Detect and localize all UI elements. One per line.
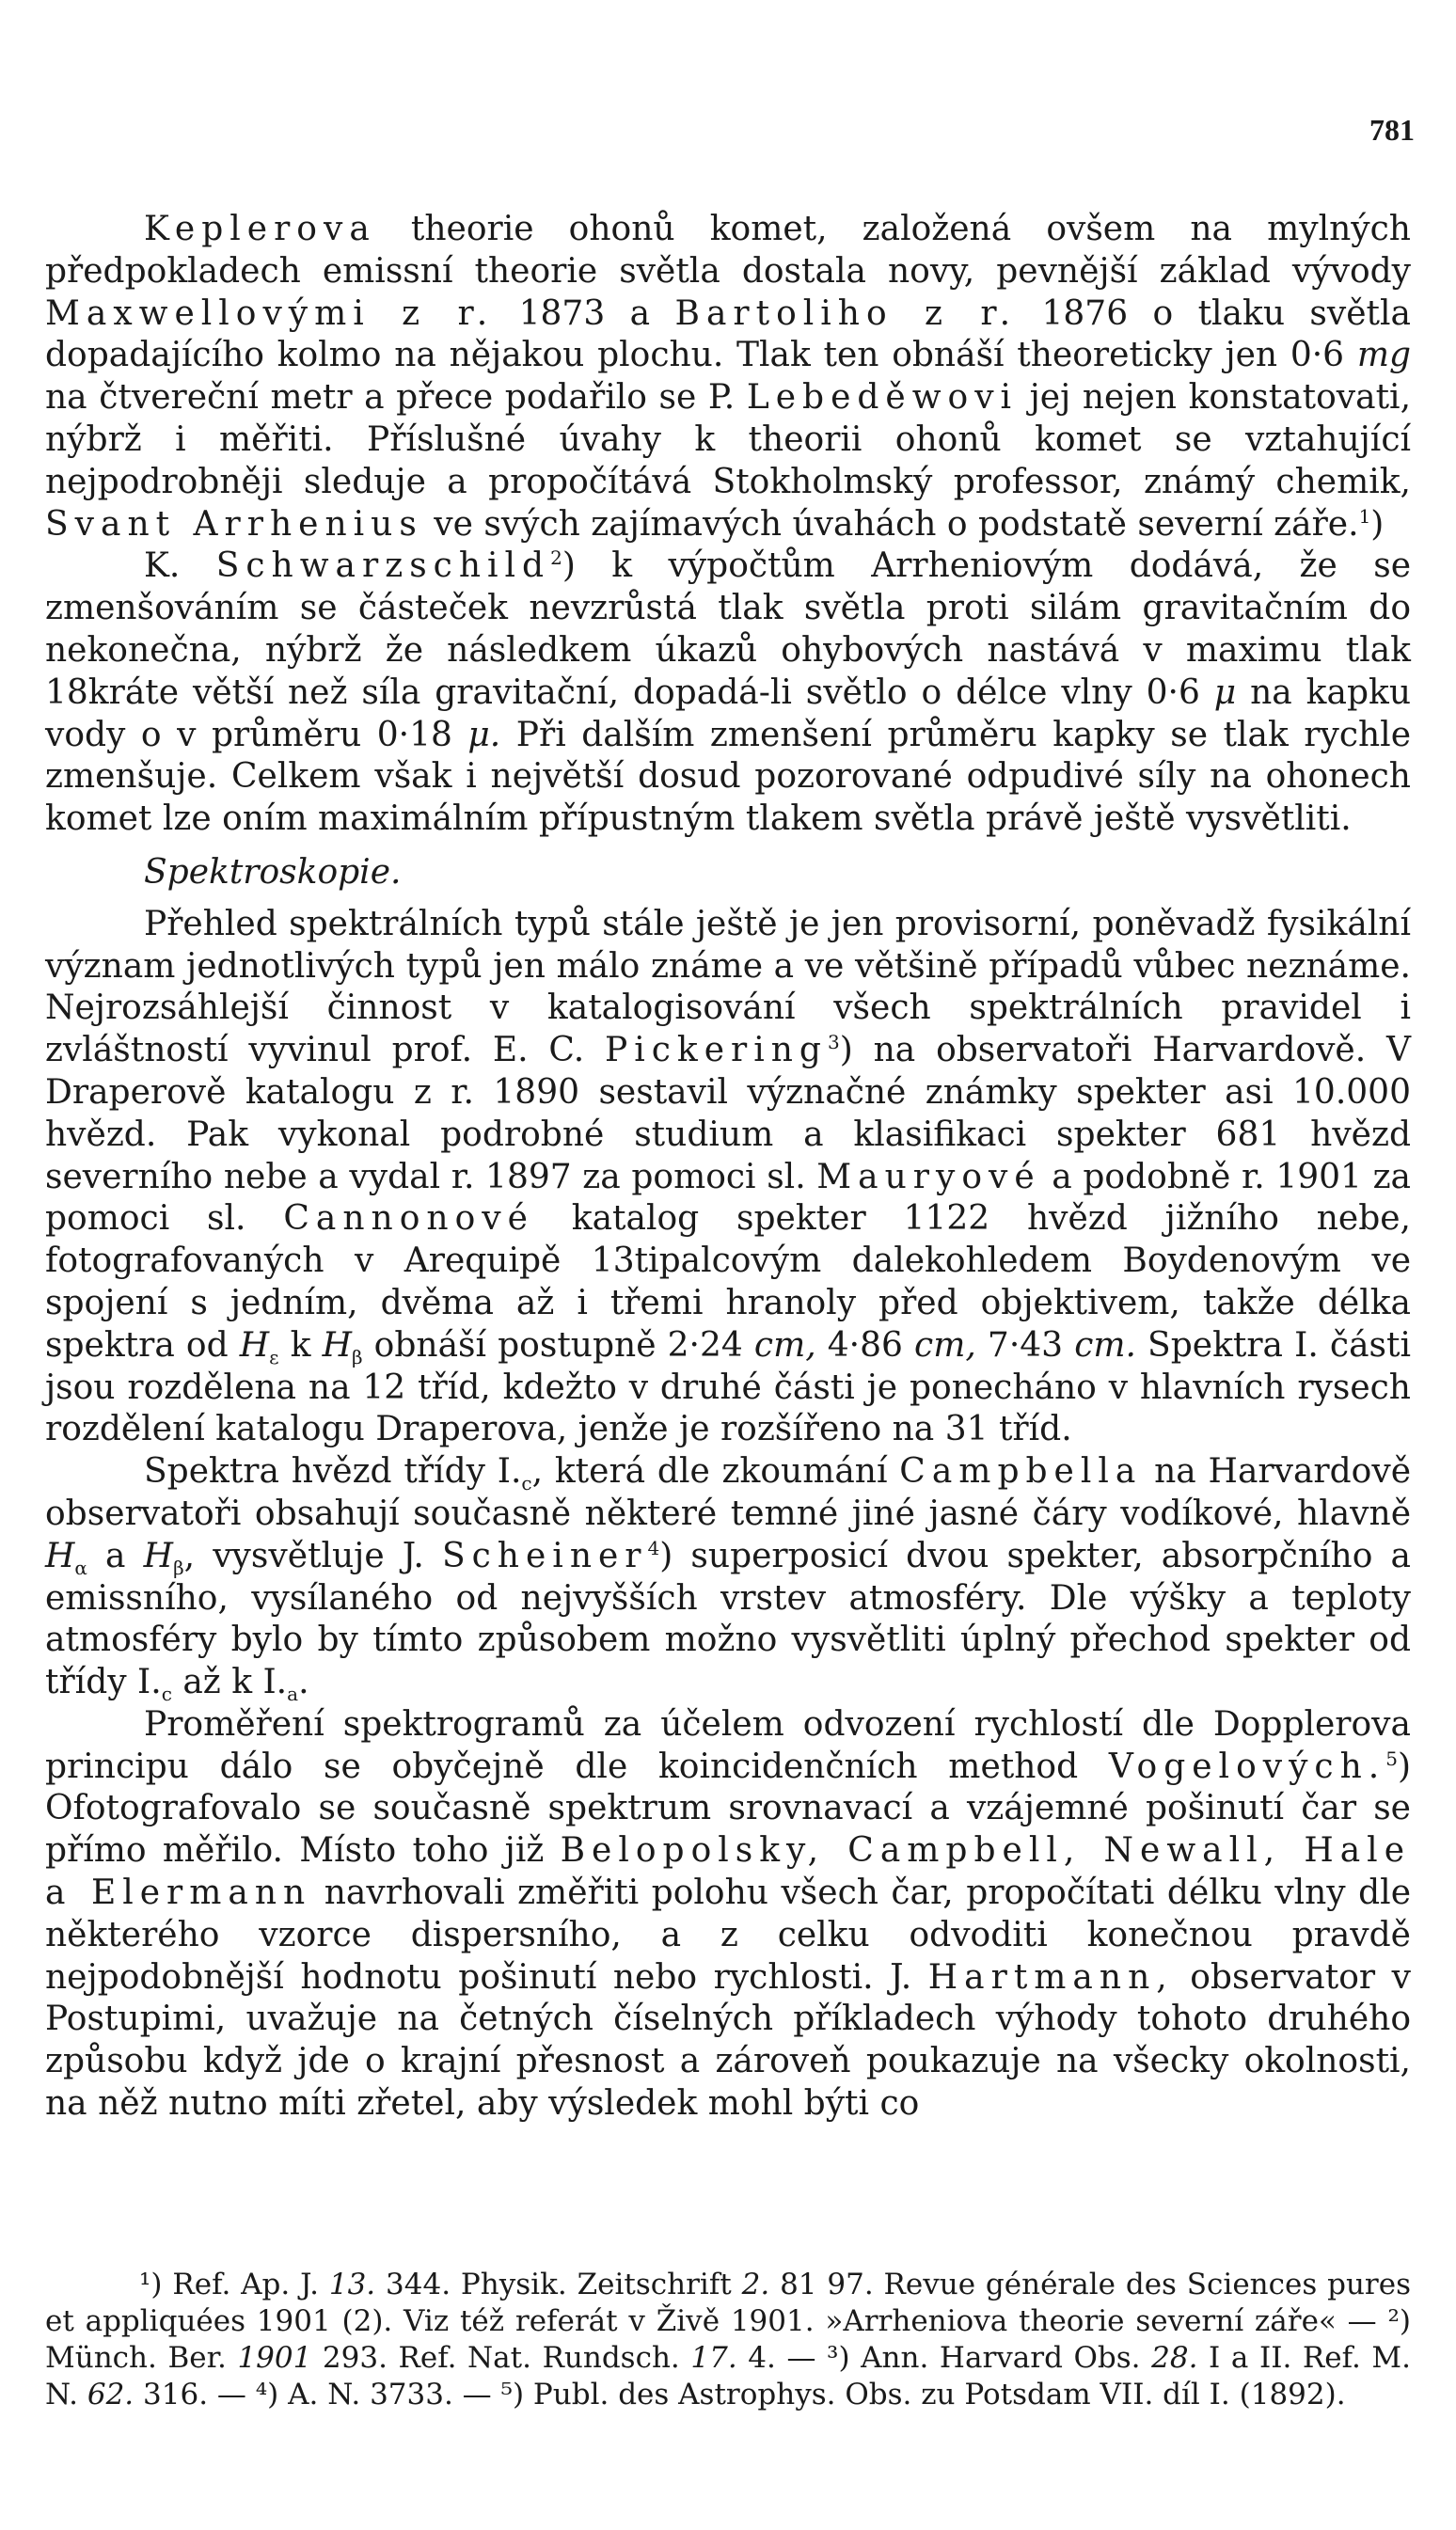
- volume: 1901: [237, 2341, 312, 2375]
- unit: μ.: [467, 715, 501, 754]
- symbol: H: [45, 1536, 75, 1575]
- unit: cm,: [914, 1325, 976, 1365]
- text: ve svých zajímavých úvahách o podstatě severní záře.: [422, 504, 1359, 544]
- text: 4·86: [815, 1325, 915, 1365]
- text: observator v Postupimi, uvažuje na četných číselných příkladech výhody tohoto druhého způsobu když jde o krajní přesnost a zároveň poukazuje na všecky okolnosti, na něž nutno míti zřetel, aby výsledek mohl býti co: [45, 1957, 1411, 2124]
- name-cannon: Cannonové: [283, 1199, 534, 1239]
- text: Přehled spektrálních typů stále ještě je jen provisorní, poněvadž fysikální význam jednotlivých typů jen málo známe a ve většině případů vůbec neznáme. Nejrozsáhlejší činnost v katalogisování všech spektrálních pravidel i zvláštností vyvinul prof. E. C.: [45, 904, 1411, 1070]
- text: I a II. Ref. M. N.: [45, 2341, 1411, 2411]
- text: na kapku vody o v průměru 0·18: [45, 672, 1412, 754]
- unit: μ: [1213, 672, 1237, 712]
- text: ) Ofotografovalo se současně spektrum srovnavací a vzájemné pošinutí čar se přímo měřilo. Místo toho již: [45, 1747, 1411, 1871]
- volume: 2.: [741, 2268, 770, 2301]
- text: .: [298, 1663, 309, 1702]
- symbol: H: [322, 1325, 352, 1365]
- text: ): [1370, 504, 1385, 544]
- text: navrhovali změřiti polohu všech čar, propočítati délku vlny dle některého vzorce dispersního, a z celku odvoditi konečnou pravdě nejpodobnější hodnotu pošinutí nebo rychlosti. J.: [45, 1874, 1411, 1997]
- text: 316. — ⁴) A. N. 3733. — ⁵) Publ. des Astrophys. Obs. zu Potsdam VII. díl I. (1892).: [134, 2378, 1346, 2411]
- text: obnáší postupně 2·24: [362, 1325, 754, 1365]
- text: ) superposicí dvou spekter, absorpčního a emissního, vysílaného od nejvyšších vrstev atmosféry. Dle výšky a teploty atmosféry bylo by tímto způsobem možno vysvětliti úplný přechod spekter od třídy I.: [45, 1536, 1412, 1702]
- text: k: [278, 1325, 323, 1365]
- name-group: Belopolsky, Campbell, Newall, Hale a Elermann: [45, 1831, 1411, 1913]
- name-hartmann: Hartmann,: [927, 1957, 1174, 1997]
- text: K.: [144, 546, 216, 586]
- name-schwarzschild: Schwarzschild: [215, 546, 551, 586]
- footnote-ref-3: 3: [827, 1031, 840, 1054]
- symbol-sub: c: [161, 1683, 172, 1706]
- body-text: [45, 209, 1411, 2126]
- page-number: 781: [1369, 113, 1415, 147]
- footnote-ref-2: 2: [550, 546, 562, 570]
- text: ¹) Ref. Ap. J.: [139, 2268, 329, 2301]
- name-bartoli: Bartoliho z r.: [674, 293, 1018, 333]
- text: 81 97. Revue générale des Sciences pures et appliquées 1901 (2). Viz též referát v Živě 1901. »Arrheniova theorie severní záře« — ²) Münch. Ber.: [45, 2268, 1411, 2375]
- symbol-sub: β: [173, 1556, 184, 1579]
- text: Proměření spektrogramů za účelem odvození rychlostí dle Dopplerova principu dálo se obyčejně dle koincidenčních method: [45, 1704, 1411, 1786]
- section-heading: Spektroskopie.: [144, 852, 402, 892]
- symbol-sub: β: [351, 1345, 363, 1368]
- paragraph-4: [45, 1451, 1411, 1704]
- paragraph-1: [45, 209, 1411, 546]
- text: 1873 a: [494, 293, 675, 333]
- name-vogel: Vogelových.: [1108, 1747, 1386, 1786]
- paragraph-2: [45, 546, 1411, 841]
- text: a podobně r. 1901 za pomoci sl.: [45, 1157, 1412, 1239]
- text: 4. — ³) Ann. Harvard Obs.: [736, 2341, 1152, 2375]
- name-campbell: Campbella: [899, 1452, 1143, 1492]
- footnote-ref-5: 5: [1385, 1747, 1398, 1770]
- text: Spektra I. části jsou rozdělena na 12 tříd, kdežto v druhé části je ponecháno v hlavních rysech rozdělení katalogu Draperova, jenže je rozšířeno na 31 tříd.: [45, 1325, 1411, 1449]
- name-maury: Mauryové: [816, 1157, 1041, 1196]
- name-pickering: Pickering: [604, 1031, 828, 1070]
- text: a: [87, 1536, 144, 1575]
- text: , vysvětluje J.: [183, 1536, 442, 1575]
- symbol-sub: a: [287, 1683, 299, 1706]
- name-arrhenius: Svant Arrhenius: [45, 504, 423, 544]
- text: 7·43: [975, 1325, 1075, 1365]
- text: na Harvardově observatoři obsahují současně některé temné jiné jasné čáry vodíkové, hlavně: [45, 1452, 1411, 1533]
- text: 1876 o tlaku světla dopadajícího kolmo na nějakou plochu. Tlak ten obnáší theoreticky jen 0·6: [45, 293, 1411, 375]
- unit: mg: [1356, 336, 1411, 375]
- symbol: H: [239, 1325, 270, 1365]
- text: ) k výpočtům Arrheniovým dodává, že se zmenšováním se částeček nevzrůstá tlak světla proti silám gravitačním do nekonečna, nýbrž že následkem úkazů ohybových nastává v maximu tlak 18kráte větší než síla gravitační, dopadá-li světlo o délce vlny 0·6: [45, 546, 1411, 712]
- volume: 28.: [1151, 2341, 1198, 2375]
- text: Při dalším zmenšení průměru kapky se tlak rychle zmenšuje. Celkem však i největší dosud pozorované odpudivé síly na ohonech komet lze oním maximálním přípustným tlakem světla právě ještě vysvětliti.: [45, 715, 1411, 839]
- volume: 17.: [690, 2341, 737, 2375]
- symbol-sub: ε: [269, 1345, 279, 1368]
- symbol-sub: α: [74, 1556, 87, 1579]
- symbol-sub: c: [521, 1472, 532, 1495]
- unit: cm.: [1074, 1325, 1136, 1365]
- footnote-ref-4: 4: [647, 1536, 660, 1559]
- text: , která dle zkoumání: [531, 1452, 900, 1492]
- text: katalog spekter 1122 hvězd jižního nebe, fotografovaných v Arequipě 13tipalcovým dalekohledem Boydenovým ve spojení s jedním, dvěma až i třemi hranoly před objektivem, takže délka spektra od: [45, 1199, 1411, 1365]
- symbol: H: [143, 1536, 174, 1575]
- paragraph-3: [45, 904, 1411, 1451]
- footnotes: [45, 2267, 1411, 2413]
- paragraph-5: [45, 1704, 1411, 2126]
- footnote-ref-1: 1: [1358, 504, 1371, 528]
- text: 344. Physik. Zeitschrift: [375, 2268, 742, 2301]
- text: Spektra hvězd třídy I.: [144, 1452, 522, 1492]
- unit: cm,: [753, 1325, 816, 1365]
- text: ) na observatoři Harvardově. V Draperově katalogu z r. 1890 sestavil význačné známky spekter asi 10.000 hvězd. Pak vykonal podrobné studium a klasifikaci spekter 681 hvězd severního nebe a vydal r. 1897 za pomoci sl.: [45, 1031, 1411, 1196]
- text: až k I.: [171, 1663, 288, 1702]
- name-scheiner: Scheiner: [441, 1536, 648, 1575]
- volume: 62.: [87, 2378, 135, 2411]
- text: jej nejen konstatovati, nýbrž i měřiti. Příslušné úvahy k theorii ohonů komet se vztahující nejpodrobněji sleduje a propočítává Stokholmský professor, známý chemik,: [45, 378, 1412, 501]
- name-kepler: Keplerova: [144, 210, 376, 248]
- text: theorie ohonů komet, založená ovšem na mylných předpokladech emissní theorie světla dostala novy, pevnější základ vývody: [45, 210, 1411, 291]
- name-lebedev: Lebeděwovi: [746, 378, 1019, 418]
- text: na čtvereční metr a přece podařilo se P.: [45, 378, 747, 418]
- footnote-text: [45, 2267, 1411, 2413]
- volume: 13.: [328, 2268, 376, 2301]
- text: 293. Ref. Nat. Rundsch.: [311, 2341, 691, 2375]
- name-maxwell: Maxwellovými z r.: [45, 293, 495, 333]
